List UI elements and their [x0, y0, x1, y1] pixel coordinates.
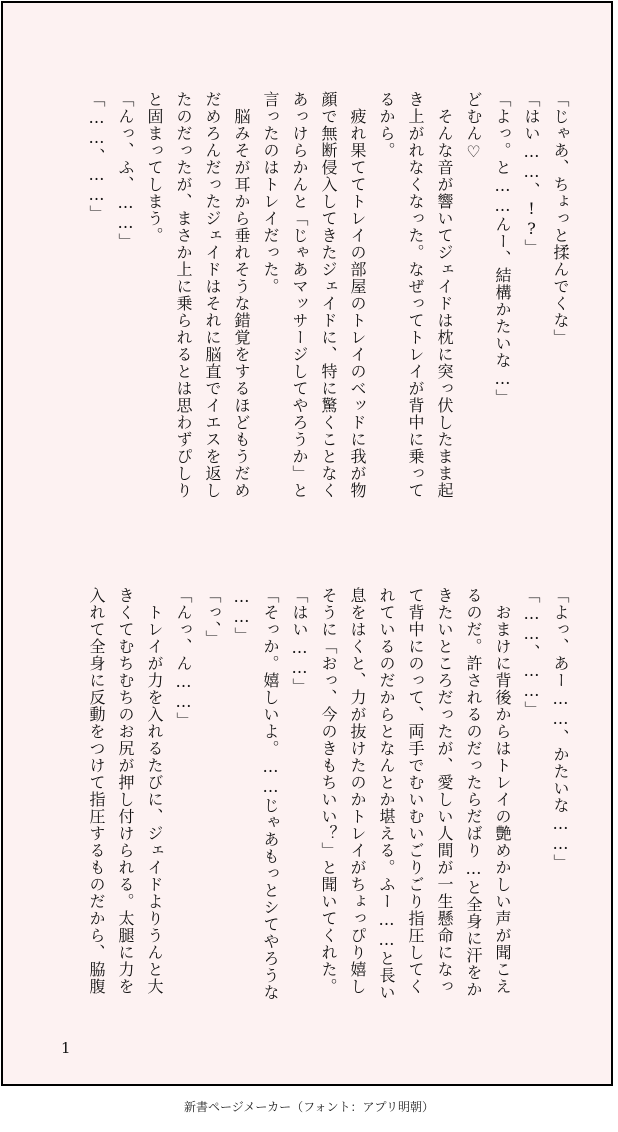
page-number: 1: [61, 1039, 71, 1057]
text-line: るのだ。許されるのだったらだばり…と全身に汗をか: [464, 587, 483, 998]
text-line: きたいところだったが、愛しい人間が一生懸命になっ: [435, 587, 454, 995]
text-line: 疲れ果ててトレイの部屋のトレイのベッドに我が物: [348, 91, 367, 499]
text-line: そんな音が響いてジェイドは枕に突っ伏したまま起: [435, 91, 454, 499]
text-line: どむん♡: [464, 91, 483, 162]
text-line: と固まってしまう。: [145, 91, 164, 244]
text-line: 「じゃあ、ちょっと揉んでくな」: [551, 91, 570, 346]
text-line: 息をはくと、力が抜けたのかトレイがちょっぴり嬉し: [348, 587, 367, 995]
lower-text-block: [47, 587, 575, 1067]
text-line: 「……、……」: [87, 91, 106, 222]
text-line: 「そっか。嬉しいよ。……じゃあもっとシてやろうな: [261, 587, 280, 1001]
text-line: だめろんだったジェイドはそれに脳直でイエスを返し: [203, 91, 222, 499]
text-line: 「……、……」: [522, 587, 541, 718]
text-line: れているのだからとなんとか堪える。ふー……と長い: [377, 587, 396, 1001]
text-line: 言ったのはトレイだった。: [261, 91, 280, 295]
text-line: 「っ、」: [203, 587, 222, 647]
text-line: あっけらかんと「じゃあマッサージしてやろうか」と: [290, 91, 309, 499]
text-line: るから。: [377, 91, 396, 159]
text-line: トレイが力を入れるたびに、ジェイドよりうんと大: [145, 587, 164, 995]
text-line: て背中にのって、両手でむいむいごりごり指圧してく: [406, 587, 425, 995]
text-line: そうに「おっ、今のきもちいい？」と聞いてくれた。: [319, 587, 338, 995]
text-line: おまけに背後からはトレイの艶めかしい声が聞こえ: [493, 587, 512, 995]
text-line: 顔で無断侵入してきたジェイドに、特に驚くことなく: [319, 91, 338, 499]
text-line: 「よっ。と……んー、結構かたいな…」: [493, 91, 512, 406]
footer-caption: 新書ページメーカー（フォント：アプリ明朝）: [183, 1100, 435, 1114]
text-line: 入れて全身に反動をつけて指圧するものだから、脇腹: [87, 587, 106, 995]
upper-text-block: [47, 91, 575, 571]
text-line: 「んっ、ん……」: [174, 587, 193, 729]
text-line: 脳みそが耳から垂れそうな錯覚をするほどもうだめ: [232, 91, 251, 499]
text-line: 「はい……、!?」: [522, 91, 541, 256]
book-page: [1, 1, 613, 1086]
text-line: きくてむちむちのお尻が押し付けられる。太腿に力を: [116, 587, 135, 995]
text-line: き上がれなくなった。なぜってトレイが背中に乗って: [406, 91, 425, 499]
text-line: 「よっ、あー……、かたいな……」: [551, 587, 570, 871]
text-line: たのだったが、まさか上に乗られるとは思わずぴしり: [174, 91, 193, 499]
text-line: 「はい……」: [290, 587, 309, 695]
text-line: ……」: [232, 587, 251, 644]
text-line: 「んっ、ふ、……」: [116, 91, 135, 250]
